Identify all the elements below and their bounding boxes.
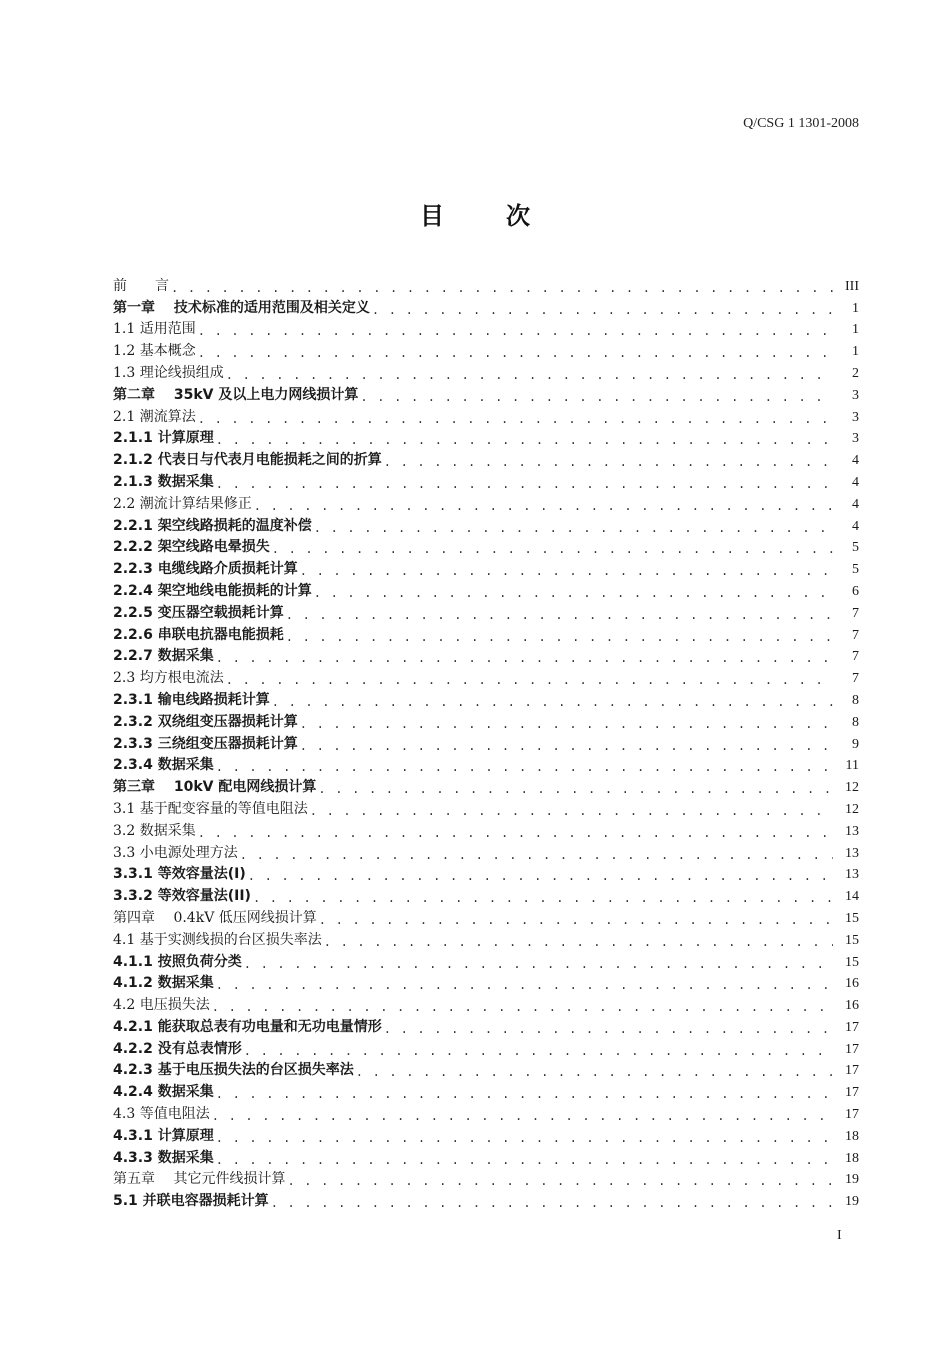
toc-entry-label: 3.3 小电源处理方法 (113, 844, 238, 861)
toc-entry[interactable] (113, 600, 859, 622)
toc-entry-label: 3.1 基于配变容量的等值电阻法 (113, 800, 308, 817)
toc-entry-label: 4.1.2 数据采集 (113, 975, 214, 992)
toc-leader-dots (216, 651, 833, 665)
toc-leader-dots (272, 542, 833, 556)
toc-entry-label: 4.3 等值电阻法 (113, 1106, 210, 1123)
toc-entry[interactable] (113, 883, 859, 905)
toc-entry[interactable] (113, 687, 859, 709)
toc-entry[interactable] (113, 513, 859, 535)
toc-leader-dots (198, 826, 833, 840)
toc-entry[interactable] (113, 360, 859, 382)
toc-entry-page: 11 (845, 758, 859, 774)
toc-entry[interactable] (113, 273, 859, 295)
toc-entry[interactable] (113, 971, 859, 993)
toc-entry-label: 4.2.3 基于电压损失法的台区损失率法 (113, 1062, 354, 1079)
toc-entry-page: 4 (852, 518, 859, 534)
toc-entry-label: 2.2.7 数据采集 (113, 648, 214, 665)
toc-entry-label: 2.3.4 数据采集 (113, 757, 214, 774)
toc-title (0, 196, 950, 231)
toc-entry-page: III (845, 278, 859, 294)
toc-entry-page: 1 (852, 344, 859, 360)
toc-entry-label: 3.3.1 等效容量法(I) (113, 866, 246, 883)
toc-leader-dots (240, 848, 833, 862)
toc-leader-dots (319, 913, 833, 927)
toc-entry-label: 第二章 35kV 及以上电力网线损计算 (113, 386, 359, 403)
toc-entry-page: 5 (852, 562, 859, 578)
toc-leader-dots (286, 630, 833, 644)
toc-entry-label: 1.1 适用范围 (113, 321, 196, 338)
toc-entry-page: 16 (845, 976, 859, 992)
toc-entry-label: 4.3.1 计算原理 (113, 1127, 214, 1144)
toc-entry-page: 18 (845, 1128, 859, 1144)
toc-entry-page: 16 (845, 998, 859, 1014)
toc-entry-page: 7 (852, 627, 859, 643)
toc-entry-page: 7 (852, 649, 859, 665)
toc-entry[interactable] (113, 317, 859, 339)
toc-entry-label: 3.2 数据采集 (113, 822, 196, 839)
toc-entry-page: 9 (852, 736, 859, 752)
toc-entry[interactable] (113, 796, 859, 818)
toc-entry[interactable] (113, 992, 859, 1014)
toc-entry-page: 19 (845, 1194, 859, 1210)
toc-entry-label: 2.2.6 串联电抗器电能损耗 (113, 626, 284, 643)
toc-entry[interactable] (113, 818, 859, 840)
toc-entry-label: 2.3.3 三绕组变压器损耗计算 (113, 735, 298, 752)
toc-entry-label: 2.2.2 架空线路电晕损失 (113, 539, 270, 556)
toc-leader-dots (216, 1131, 833, 1145)
toc-entry-label: 2.1.2 代表日与代表月电能损耗之间的折算 (113, 452, 382, 469)
toc-entry-label: 2.1.3 数据采集 (113, 473, 214, 490)
toc-leader-dots (216, 477, 833, 491)
toc-entry-page: 3 (852, 409, 859, 425)
toc-entry-page: 4 (852, 474, 859, 490)
toc-entry-page: 1 (852, 300, 859, 316)
toc-leader-dots (254, 499, 833, 513)
toc-entry-page: 17 (845, 1063, 859, 1079)
toc-entry-label: 4.1 基于实测线损的台区损失率法 (113, 931, 322, 948)
toc-leader-dots (384, 455, 833, 469)
toc-entry-page: 15 (845, 932, 859, 948)
toc-leader-dots (300, 564, 833, 578)
toc-entry-page: 17 (845, 1107, 859, 1123)
toc-entry-label: 4.2.1 能获取总表有功电量和无功电量情形 (113, 1018, 382, 1035)
toc-entry-label: 2.2 潮流计算结果修正 (113, 495, 252, 512)
toc-title-char-2: 次 (506, 202, 530, 230)
toc-entry-label: 3.3.2 等效容量法(II) (113, 888, 251, 905)
toc-entry-page: 18 (845, 1150, 859, 1166)
toc-leader-dots (318, 782, 833, 796)
toc-leader-dots (212, 1109, 833, 1123)
toc-entry[interactable] (113, 338, 859, 360)
toc-title-char-1: 目 (420, 202, 444, 230)
toc-entry[interactable] (113, 404, 859, 426)
toc-leader-dots (253, 891, 833, 905)
toc-leader-dots (244, 957, 833, 971)
toc-entry-label: 2.3.2 双绕组变压器损耗计算 (113, 713, 298, 730)
toc-entry-page: 17 (845, 1041, 859, 1057)
toc-entry-label: 2.1 潮流算法 (113, 408, 196, 425)
toc-entry[interactable] (113, 774, 859, 796)
toc-entry-label: 2.2.5 变压器空载损耗计算 (113, 604, 284, 621)
toc-leader-dots (216, 760, 833, 774)
page-number: I (837, 1228, 842, 1243)
toc-entry-label: 第三章 10kV 配电网线损计算 (113, 779, 317, 796)
toc-entry-page: 17 (845, 1019, 859, 1035)
toc-entry[interactable] (113, 1123, 859, 1145)
toc-entry-page: 7 (852, 671, 859, 687)
toc-entry-page: 13 (845, 823, 859, 839)
toc-entry-label: 第一章 技术标准的适用范围及相关定义 (113, 299, 370, 316)
toc-entry[interactable] (113, 644, 859, 666)
toc-entry[interactable] (113, 1167, 859, 1189)
toc-leader-dots (171, 281, 833, 295)
toc-leader-dots (372, 303, 833, 317)
toc-leader-dots (272, 695, 833, 709)
toc-entry-page: 5 (852, 540, 859, 556)
toc-leader-dots (314, 521, 833, 535)
toc-entry[interactable] (113, 731, 859, 753)
toc-entry-label: 2.3 均方根电流法 (113, 670, 224, 687)
toc-leader-dots (324, 935, 833, 949)
toc-leader-dots (226, 673, 833, 687)
toc-entry-page: 14 (845, 889, 859, 905)
toc-entry[interactable] (113, 491, 859, 513)
toc-entry-page: 4 (852, 453, 859, 469)
toc-entry-page: 15 (845, 954, 859, 970)
toc-entry-label: 2.1.1 计算原理 (113, 430, 214, 447)
toc-leader-dots (198, 324, 833, 338)
toc-entry-label: 4.3.3 数据采集 (113, 1149, 214, 1166)
toc-leader-dots (216, 433, 833, 447)
toc-entry[interactable] (113, 535, 859, 557)
toc-leader-dots (300, 717, 833, 731)
toc-leader-dots (384, 1022, 833, 1036)
toc-entry-label: 2.3.1 输电线路损耗计算 (113, 691, 270, 708)
toc-entry[interactable] (113, 447, 859, 469)
toc-entry-label: 5.1 并联电容器损耗计算 (113, 1193, 269, 1210)
toc-entry[interactable] (113, 840, 859, 862)
toc-entry[interactable] (113, 862, 859, 884)
toc-entry[interactable] (113, 1079, 859, 1101)
toc-entry[interactable] (113, 1014, 859, 1036)
toc-entry[interactable] (113, 753, 859, 775)
toc-entry[interactable] (113, 905, 859, 927)
toc-entry-page: 8 (852, 714, 859, 730)
document-code: Q/CSG 1 1301-2008 (743, 116, 859, 131)
toc-entry[interactable] (113, 1145, 859, 1167)
toc-leader-dots (226, 368, 833, 382)
toc-leader-dots (287, 1174, 833, 1188)
toc-leader-dots (300, 739, 833, 753)
toc-entry[interactable] (113, 1058, 859, 1080)
toc-entry-label: 1.2 基本概念 (113, 343, 196, 360)
toc-leader-dots (314, 586, 833, 600)
toc-entry-page: 2 (852, 365, 859, 381)
toc-entry-page: 15 (845, 910, 859, 926)
toc-leader-dots (286, 608, 833, 622)
toc-entry-label: 4.2.2 没有总表情形 (113, 1040, 242, 1057)
toc-entry[interactable] (113, 949, 859, 971)
toc-leader-dots (356, 1065, 833, 1079)
toc-leader-dots (198, 346, 833, 360)
toc-leader-dots (216, 978, 833, 992)
toc-entry[interactable] (113, 1101, 859, 1123)
toc-leader-dots (216, 1087, 833, 1101)
toc-entry[interactable] (113, 709, 859, 731)
toc-entry[interactable] (113, 622, 859, 644)
toc-leader-dots (216, 1153, 833, 1167)
toc-leader-dots (360, 390, 833, 404)
toc-entry-page: 1 (852, 322, 859, 338)
toc-leader-dots (198, 412, 833, 426)
toc-entry-label: 前 言 (113, 277, 169, 294)
toc-leader-dots (271, 1196, 833, 1210)
toc-entry[interactable] (113, 1036, 859, 1058)
toc-entry-page: 12 (845, 780, 859, 796)
toc-entry[interactable] (113, 426, 859, 448)
toc-entry[interactable] (113, 665, 859, 687)
toc-entry-page: 3 (852, 431, 859, 447)
toc-entry-label: 2.2.4 架空地线电能损耗的计算 (113, 582, 312, 599)
toc-entry[interactable] (113, 556, 859, 578)
toc-entry[interactable] (113, 1188, 859, 1210)
toc-entry-page: 19 (845, 1172, 859, 1188)
toc-entry-page: 4 (852, 496, 859, 512)
toc-entry[interactable] (113, 382, 859, 404)
toc-entry[interactable] (113, 469, 859, 491)
toc-entry-label: 4.1.1 按照负荷分类 (113, 953, 242, 970)
toc-entry-label: 第五章 其它元件线损计算 (113, 1171, 286, 1188)
toc-entry-page: 8 (852, 692, 859, 708)
toc-entry-page: 6 (852, 583, 859, 599)
toc-entry-page: 12 (845, 801, 859, 817)
toc-entry-page: 3 (852, 387, 859, 403)
toc-entry-page: 13 (845, 845, 859, 861)
toc-entry-label: 2.2.1 架空线路损耗的温度补偿 (113, 517, 312, 534)
toc-entry-page: 13 (845, 867, 859, 883)
toc-entry-page: 7 (852, 605, 859, 621)
toc-entry-label: 2.2.3 电缆线路介质损耗计算 (113, 561, 298, 578)
toc-entry-page: 17 (845, 1085, 859, 1101)
toc-entry[interactable] (113, 927, 859, 949)
toc-leader-dots (212, 1000, 833, 1014)
toc-entry-label: 第四章 0.4kV 低压网线损计算 (113, 909, 317, 926)
toc-leader-dots (248, 869, 833, 883)
toc-list (113, 273, 859, 1210)
toc-leader-dots (244, 1044, 833, 1058)
toc-entry-label: 1.3 理论线损组成 (113, 364, 224, 381)
toc-entry[interactable] (113, 578, 859, 600)
toc-entry-label: 4.2 电压损失法 (113, 997, 210, 1014)
toc-entry[interactable] (113, 295, 859, 317)
toc-leader-dots (310, 804, 833, 818)
toc-entry-label: 4.2.4 数据采集 (113, 1084, 214, 1101)
